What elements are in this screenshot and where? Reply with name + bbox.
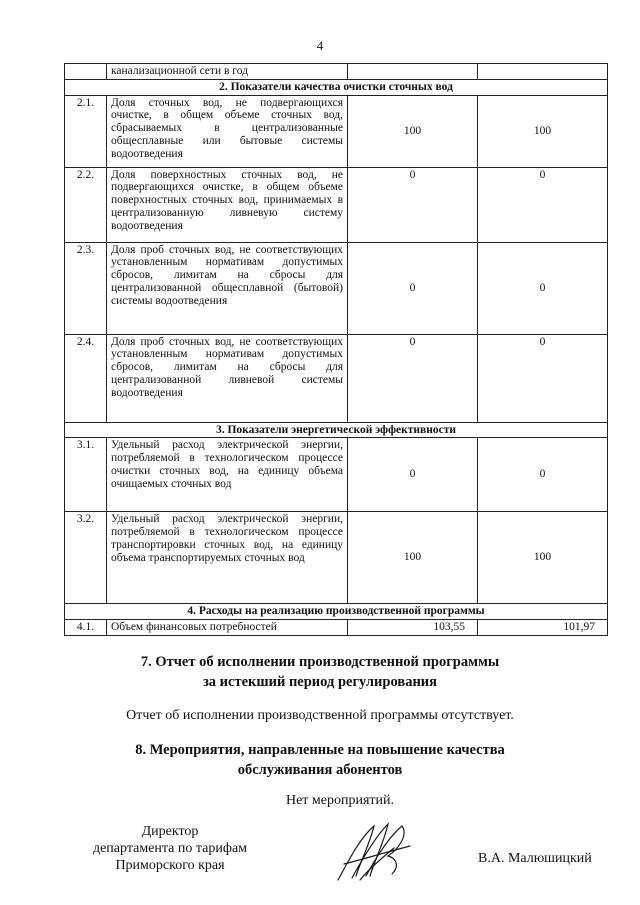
section-header-row <box>65 422 608 438</box>
value-cell-1: 0 <box>348 438 478 512</box>
row-number: 2.3. <box>65 242 107 334</box>
section-8-heading-line-1: 8. Мероприятия, направленные на повышение качества <box>135 742 505 758</box>
quality-indicators-table <box>64 63 608 636</box>
table-row <box>65 512 608 604</box>
value-cell-1: 100 <box>348 512 478 604</box>
signer-name: В.А. Малюшицкий <box>478 851 592 866</box>
section-8-heading <box>0 740 640 780</box>
row-number: 2.4. <box>65 334 107 422</box>
section-header-row <box>65 604 608 620</box>
table-row <box>65 334 608 422</box>
value-cell-2: 0 <box>478 167 608 242</box>
row-description: канализационной сети в год <box>107 64 348 80</box>
value-cell-2: 0 <box>478 438 608 512</box>
table-row <box>65 620 608 636</box>
section-title: 4. Расходы на реализацию производственной программы <box>65 604 608 620</box>
section-8-heading-line-2: обслуживания абонентов <box>237 762 403 778</box>
section-7-text: Отчет об исполнении производственной программы отсутствует. <box>126 708 514 723</box>
value-cell-2: 0 <box>478 242 608 334</box>
table-cell <box>348 64 478 80</box>
value-cell-2: 0 <box>478 334 608 422</box>
value-cell-1: 0 <box>348 167 478 242</box>
row-description: Удельный расход электрической энергии, потребляемой в технологическом процессе транспортировки сточных вод, на единицу объема транспортируемых сточных вод <box>107 512 348 604</box>
value-cell-1: 103,55 <box>348 620 478 636</box>
row-description: Доля проб сточных вод, не соответствующих установленным нормативам допустимых сбросов, лимитам на сбросы для централизованной ливневой системы водоотведения <box>107 334 348 422</box>
table-row <box>65 438 608 512</box>
section-7-heading-line-1: 7. Отчет об исполнении производственной программы <box>140 654 500 670</box>
handwritten-signature-icon <box>330 818 420 888</box>
row-description: Удельный расход электрической энергии, потребляемой в технологическом процессе очистки сточных вод, на единицу объема очищаемых сточных вод <box>107 438 348 512</box>
row-number: 3.2. <box>65 512 107 604</box>
signer-title-line-1: Директор <box>141 824 199 839</box>
value-cell-1: 100 <box>348 95 478 167</box>
value-cell-1: 0 <box>348 334 478 422</box>
section-8-text: Нет мероприятий. <box>285 793 395 808</box>
table-row <box>65 64 608 80</box>
row-description: Доля поверхностных сточных вод, не подвергающихся очистке, в общем объеме поверхностных сточных вод, принимаемых в централизованную ливневую систему водоотведения <box>107 167 348 242</box>
signer-title <box>50 823 290 874</box>
row-number: 4.1. <box>65 620 107 636</box>
table-row <box>65 167 608 242</box>
section-title: 2. Показатели качества очистки сточных вод <box>65 79 608 95</box>
table-cell <box>65 64 107 80</box>
section-title: 3. Показатели энергетической эффективности <box>65 422 608 438</box>
row-description: Объем финансовых потребностей <box>107 620 348 636</box>
value-cell-2: 100 <box>478 95 608 167</box>
table-row <box>65 242 608 334</box>
row-number: 2.1. <box>65 95 107 167</box>
value-cell-1: 0 <box>348 242 478 334</box>
value-cell-2: 101,97 <box>478 620 608 636</box>
page-number: 4 <box>316 38 324 53</box>
row-number: 3.1. <box>65 438 107 512</box>
row-number: 2.2. <box>65 167 107 242</box>
section-7-heading-line-2: за истекший период регулирования <box>202 674 438 690</box>
value-cell-2: 100 <box>478 512 608 604</box>
table-cell <box>478 64 608 80</box>
signer-title-line-2: департамента по тарифам <box>92 841 248 856</box>
section-header-row <box>65 79 608 95</box>
row-description: Доля проб сточных вод, не соответствующих установленным нормативам допустимых сбросов, лимитам на сбросы для централизованной общесплавной (бытовой) системы водоотведения <box>107 242 348 334</box>
section-7-heading <box>0 652 640 692</box>
table-row <box>65 95 608 167</box>
signer-title-line-3: Приморского края <box>115 858 225 873</box>
row-description: Доля сточных вод, не подвергающихся очистке, в общем объеме сточных вод, сбрасываемых в централизованные общесплавные или бытовые системы водоотведения <box>107 95 348 167</box>
